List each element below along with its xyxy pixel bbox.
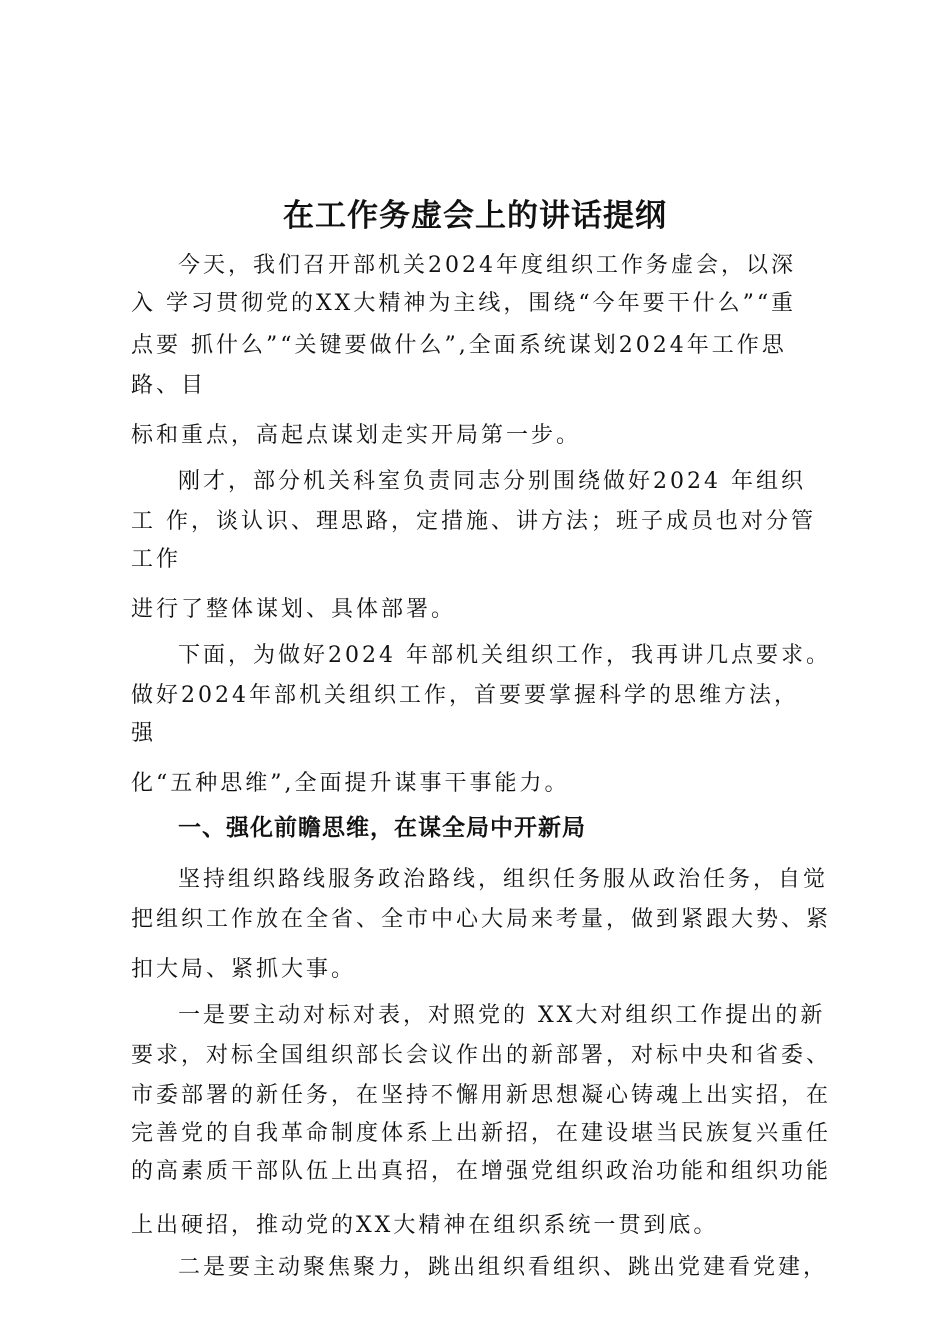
text-line: 路、目 bbox=[131, 373, 207, 398]
text-line: 坚持组织路线服务政治路线，组织任务服从政治任务，自觉 bbox=[178, 867, 829, 892]
text-line: 标和重点，高起点谋划走实开局第一步。 bbox=[131, 423, 582, 448]
text-line: 化“五种思维”,全面提升谋事干事能力。 bbox=[131, 771, 570, 796]
text-line: 扣大局、紧抓大事。 bbox=[131, 957, 357, 982]
text-line: 的高素质干部队伍上出真招，在增强党组织政治功能和组织功能 bbox=[131, 1159, 832, 1184]
section-heading: 一、强化前瞻思维，在谋全局中开新局 bbox=[178, 815, 586, 841]
text-line: 强 bbox=[131, 721, 157, 746]
text-line: 要求，对标全国组织部长会议作出的新部署，对标中央和省委、 bbox=[131, 1043, 832, 1068]
text-line: 二是要主动聚焦聚力，跳出组织看组织、跳出党建看党建， bbox=[178, 1255, 829, 1280]
text-line: 刚才，部分机关科室负责同志分别围绕做好2024 年组织 bbox=[178, 469, 806, 494]
text-line: 上出硬招，推动党的XX大精神在组织系统一贯到底。 bbox=[131, 1213, 719, 1238]
text-line: 工 作，谈认识、理思路，定措施、讲方法；班子成员也对分管 bbox=[131, 509, 816, 534]
text-line: 入 学习贯彻党的XX大精神为主线，围绕“今年要干什么”“重 bbox=[131, 291, 797, 316]
text-line: 市委部署的新任务，在坚持不懈用新思想凝心铸魂上出实招，在 bbox=[131, 1083, 832, 1108]
text-line: 工作 bbox=[131, 547, 182, 572]
text-line: 完善党的自我革命制度体系上出新招，在建设堪当民族复兴重任 bbox=[131, 1121, 832, 1146]
text-line: 做好2024年部机关组织工作，首要要掌握科学的思维方法， bbox=[131, 683, 799, 708]
text-line: 点要 抓什么”“关键要做什么”,全面系统谋划2024年工作思 bbox=[131, 333, 787, 358]
text-line: 下面，为做好2024 年部机关组织工作，我再讲几点要求。 bbox=[178, 643, 831, 668]
document-title: 在工作务虚会上的讲话提纲 bbox=[283, 198, 667, 234]
text-line: 今天，我们召开部机关2024年度组织工作务虚会，以深 bbox=[178, 253, 796, 278]
text-line: 进行了整体谋划、具体部署。 bbox=[131, 597, 457, 622]
text-line: 一是要主动对标对表，对照党的 XX大对组织工作提出的新 bbox=[178, 1003, 826, 1028]
text-line: 把组织工作放在全省、全市中心大局来考量，做到紧跟大势、紧 bbox=[131, 907, 832, 932]
